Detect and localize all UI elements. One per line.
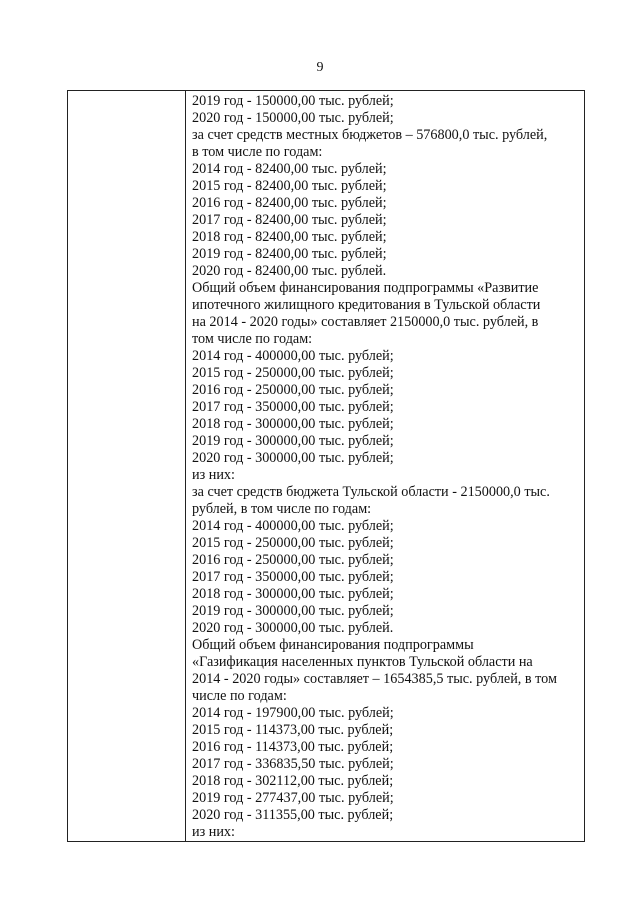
document-table [67,90,585,842]
text-line: 2020 год - 311355,00 тыс. рублей; [192,807,394,823]
text-line: ипотечного жилищного кредитования в Тульской области [192,297,541,313]
text-line: 2016 год - 114373,00 тыс. рублей; [192,739,394,755]
table-right-cell [186,91,584,841]
text-line: из них: [192,824,235,840]
text-line: 2020 год - 82400,00 тыс. рублей. [192,263,387,279]
text-line: 2017 год - 336835,50 тыс. рублей; [192,756,394,772]
text-line: числе по годам: [192,688,287,704]
text-line: на 2014 - 2020 годы» составляет 2150000,0 тыс. рублей, в [192,314,539,330]
text-line: 2019 год - 300000,00 тыс. рублей; [192,433,394,449]
text-line: 2019 год - 150000,00 тыс. рублей; [192,93,394,109]
text-line: 2020 год - 150000,00 тыс. рублей; [192,110,394,126]
text-line: 2016 год - 250000,00 тыс. рублей; [192,552,394,568]
text-line: 2014 год - 197900,00 тыс. рублей; [192,705,394,721]
text-line: за счет средств местных бюджетов – 576800,0 тыс. рублей, [192,127,548,143]
text-line: Общий объем финансирования подпрограммы [192,637,474,653]
text-line: за счет средств бюджета Тульской области - 2150000,0 тыс. [192,484,550,500]
text-line: 2014 год - 400000,00 тыс. рублей; [192,518,394,534]
text-line: из них: [192,467,235,483]
text-line: 2014 год - 82400,00 тыс. рублей; [192,161,387,177]
text-line: 2015 год - 82400,00 тыс. рублей; [192,178,387,194]
text-line: 2020 год - 300000,00 тыс. рублей; [192,450,394,466]
text-line: 2016 год - 82400,00 тыс. рублей; [192,195,387,211]
text-line: 2018 год - 82400,00 тыс. рублей; [192,229,387,245]
text-line: 2018 год - 302112,00 тыс. рублей; [192,773,394,789]
text-line: рублей, в том числе по годам: [192,501,372,517]
text-line: 2018 год - 300000,00 тыс. рублей; [192,416,394,432]
text-line: 2020 год - 300000,00 тыс. рублей. [192,620,394,636]
text-line: 2017 год - 350000,00 тыс. рублей; [192,569,394,585]
text-line: 2015 год - 250000,00 тыс. рублей; [192,535,394,551]
text-line: 2014 год - 400000,00 тыс. рублей; [192,348,394,364]
text-line: Общий объем финансирования подпрограммы «Развитие [192,280,539,296]
text-line: 2014 - 2020 годы» составляет – 1654385,5 тыс. рублей, в том [192,671,557,687]
text-line: 2019 год - 82400,00 тыс. рублей; [192,246,387,262]
text-line: том числе по годам: [192,331,313,347]
table-left-cell [68,91,186,841]
text-line: «Газификация населенных пунктов Тульской области на [192,654,533,670]
text-line: 2017 год - 350000,00 тыс. рублей; [192,399,394,415]
text-line: 2018 год - 300000,00 тыс. рублей; [192,586,394,602]
text-line: 2016 год - 250000,00 тыс. рублей; [192,382,394,398]
text-line: 2019 год - 300000,00 тыс. рублей; [192,603,394,619]
text-line: 2017 год - 82400,00 тыс. рублей; [192,212,387,228]
text-line: в том числе по годам: [192,144,323,160]
text-line: 2015 год - 250000,00 тыс. рублей; [192,365,394,381]
page-number: 9 [316,60,324,75]
text-line: 2019 год - 277437,00 тыс. рублей; [192,790,394,806]
text-line: 2015 год - 114373,00 тыс. рублей; [192,722,394,738]
